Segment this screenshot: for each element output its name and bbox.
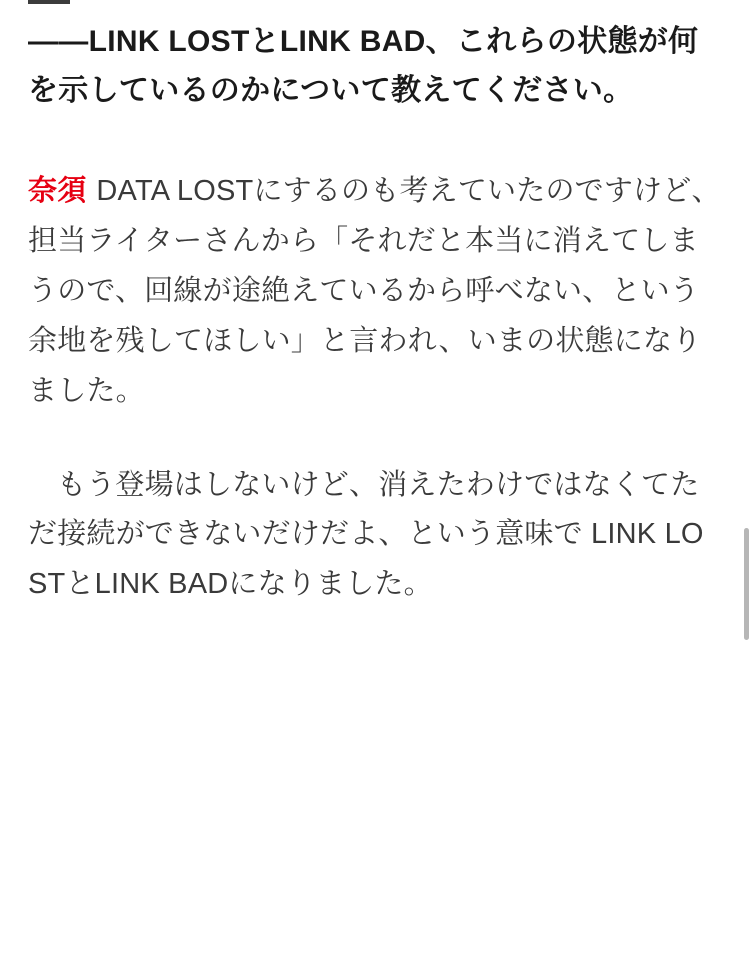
question-heading: ——LINK LOSTとLINK BAD、これらの状態が何を示しているのかについて教えてください。 xyxy=(28,25,699,107)
scrollbar-thumb[interactable] xyxy=(744,528,749,640)
scrollbar[interactable] xyxy=(743,0,750,962)
answer-paragraph-2 xyxy=(28,461,722,611)
top-divider xyxy=(28,0,70,4)
speaker-name: 奈須 xyxy=(28,175,87,208)
answer-paragraph-2-text: もう登場はしないけど、消えたわけではなくてただ接続ができないだけだよ、という意味で LINK LOSTとLINK BADになりました。 xyxy=(28,468,704,601)
answer-block xyxy=(28,167,722,610)
answer-paragraph-1 xyxy=(28,167,722,416)
answer-paragraph-1-text: DATA LOSTにするのも考えていたのですけど、担当ライターさんから「それだと本当に消えてしまうので、回線が途絶えているから呼べない、という余地を残してほしい」と言われ、いまの状態になりました。 xyxy=(28,175,721,407)
